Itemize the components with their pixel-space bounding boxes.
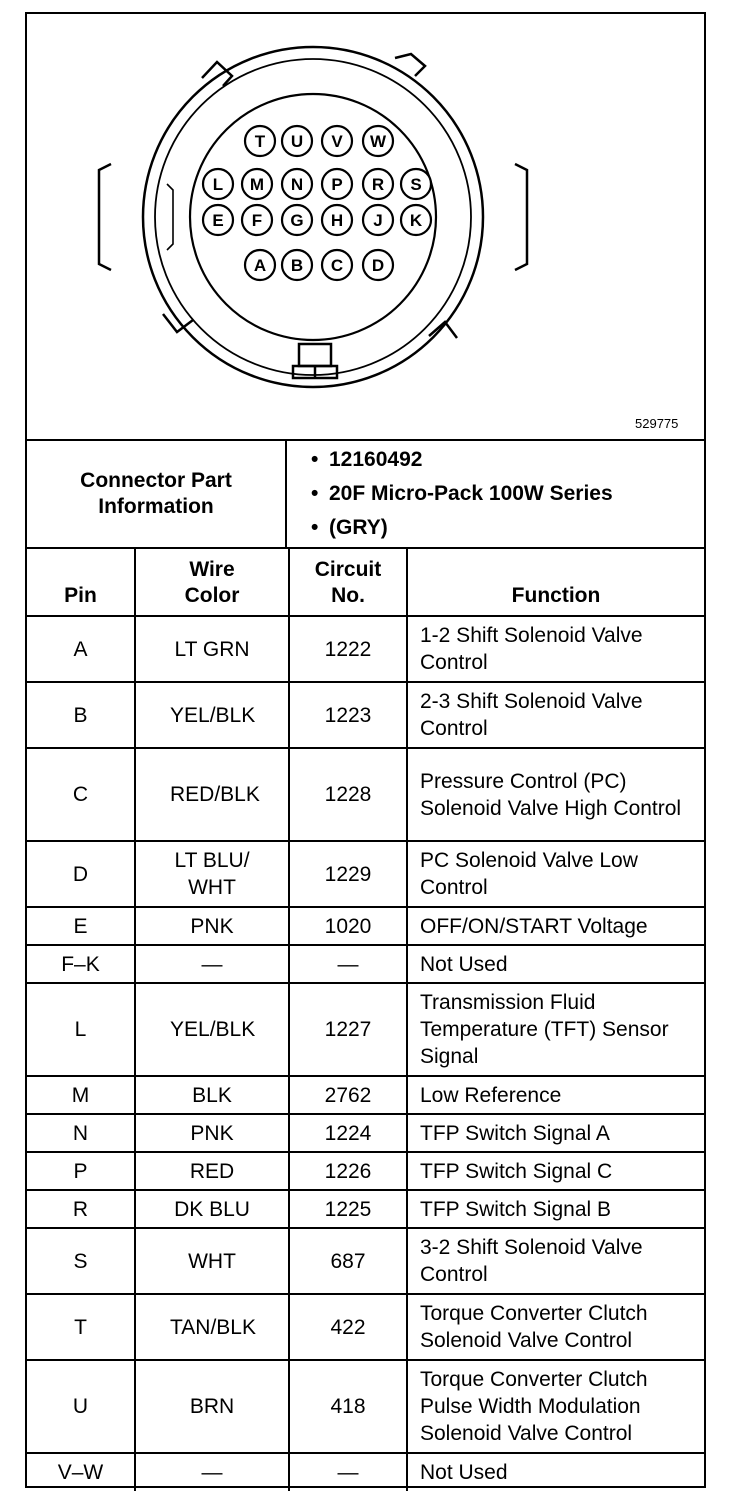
circuit-cell: 1020 [289, 907, 407, 945]
pinout-row [27, 1228, 704, 1294]
pin-column-header: Pin [27, 548, 135, 616]
cavity-label: B [290, 256, 304, 275]
pin-cell: S [27, 1228, 135, 1294]
pin-cell: B [27, 682, 135, 748]
figure-number: 529775 [635, 416, 679, 431]
cavity-label: R [371, 175, 385, 194]
function-cell: TFP Switch Signal C [407, 1152, 704, 1190]
pinout-row [27, 907, 704, 945]
pin-cell: C [27, 748, 135, 841]
pin-cell: U [27, 1360, 135, 1453]
connector-part-number: • 12160492 [287, 443, 704, 477]
function-cell: Transmission Fluid Temperature (TFT) Sensor Signal [407, 983, 704, 1076]
wire-color-cell: BRN [135, 1360, 289, 1453]
cavity-label: W [369, 132, 387, 151]
pin-cell: F–K [27, 945, 135, 983]
circuit-column-header: Circuit No. [289, 548, 407, 616]
cavity-label: H [330, 211, 344, 230]
connector-face-svg [27, 14, 704, 439]
pin-cell: M [27, 1076, 135, 1114]
pinout-row [27, 1114, 704, 1152]
connector-color: • (GRY) [287, 511, 704, 545]
pinout-row [27, 841, 704, 907]
wire-color-cell: — [135, 945, 289, 983]
circuit-cell: 1228 [289, 748, 407, 841]
wire-color-cell: PNK [135, 1114, 289, 1152]
function-cell: Low Reference [407, 1076, 704, 1114]
function-cell: OFF/ON/START Voltage [407, 907, 704, 945]
cavity-label: S [410, 175, 422, 194]
cavity-label: K [409, 211, 423, 230]
cavity-label: L [212, 175, 224, 194]
circuit-cell: 1227 [289, 983, 407, 1076]
latch-tab-upper-right [395, 54, 425, 76]
circuit-cell: 1223 [289, 682, 407, 748]
circuit-cell: 1225 [289, 1190, 407, 1228]
cavity-label: N [290, 175, 304, 194]
pin-cell: L [27, 983, 135, 1076]
pin-cell: E [27, 907, 135, 945]
function-cell: 2-3 Shift Solenoid Valve Control [407, 682, 704, 748]
pinout-row [27, 1294, 704, 1360]
circuit-cell: 422 [289, 1294, 407, 1360]
function-cell: Pressure Control (PC) Solenoid Valve High Control [407, 748, 704, 841]
circuit-cell: 1224 [289, 1114, 407, 1152]
left-side-rib [99, 164, 111, 270]
cavity-label: J [373, 211, 383, 230]
connector-face-illustration [27, 14, 704, 439]
function-cell: 1-2 Shift Solenoid Valve Control [407, 616, 704, 682]
pinout-row [27, 616, 704, 682]
wire-color-cell: RED/BLK [135, 748, 289, 841]
wire-color-cell: DK BLU [135, 1190, 289, 1228]
cavity-label: P [331, 175, 343, 194]
function-column-header: Function [407, 548, 704, 616]
circuit-cell: 418 [289, 1360, 407, 1453]
circuit-cell: — [289, 945, 407, 983]
wire-color-cell: RED [135, 1152, 289, 1190]
pinout-row [27, 748, 704, 841]
function-cell: TFP Switch Signal A [407, 1114, 704, 1152]
circuit-cell: 1222 [289, 616, 407, 682]
connector-end-view-sheet [25, 12, 706, 1488]
pinout-table [27, 547, 704, 1491]
pinout-header-row [27, 548, 704, 616]
pinout-row [27, 1076, 704, 1114]
wire-color-cell: LT BLU/ WHT [135, 841, 289, 907]
pinout-row [27, 945, 704, 983]
cavity-label: F [251, 211, 263, 230]
cavity-label: E [212, 211, 224, 230]
connector-info-list [287, 443, 704, 545]
pin-cell: A [27, 616, 135, 682]
pin-cell: N [27, 1114, 135, 1152]
cavity-label: M [249, 175, 265, 194]
function-cell: Not Used [407, 945, 704, 983]
function-cell: TFP Switch Signal B [407, 1190, 704, 1228]
connector-part-information [27, 439, 704, 549]
wire-color-cell: TAN/BLK [135, 1294, 289, 1360]
pinout-row [27, 1152, 704, 1190]
cavity-label: A [253, 256, 267, 275]
wire-color-cell: PNK [135, 907, 289, 945]
pin-cell: D [27, 841, 135, 907]
wire-color-cell: YEL/BLK [135, 983, 289, 1076]
cavity-label: T [254, 132, 266, 151]
circuit-cell: 687 [289, 1228, 407, 1294]
wire-color-cell: WHT [135, 1228, 289, 1294]
circuit-cell: 1229 [289, 841, 407, 907]
circuit-cell: 1226 [289, 1152, 407, 1190]
pin-cell: T [27, 1294, 135, 1360]
wire-color-column-header: Wire Color [135, 548, 289, 616]
function-cell: Torque Converter Clutch Pulse Width Modulation Solenoid Valve Control [407, 1360, 704, 1453]
pinout-row [27, 682, 704, 748]
circuit-cell: — [289, 1453, 407, 1491]
wire-color-cell: LT GRN [135, 616, 289, 682]
connector-outer-ring [143, 47, 483, 387]
connector-info-label: Connector Part Information [27, 441, 287, 547]
bottom-key [299, 344, 331, 366]
pin-cell: R [27, 1190, 135, 1228]
latch-tab-lower-left [163, 314, 193, 332]
function-cell: 3-2 Shift Solenoid Valve Control [407, 1228, 704, 1294]
pinout-row [27, 983, 704, 1076]
wire-color-cell: BLK [135, 1076, 289, 1114]
pinout-row [27, 1190, 704, 1228]
pinout-row [27, 1360, 704, 1453]
wire-color-cell: — [135, 1453, 289, 1491]
cavity-label: V [331, 132, 343, 151]
circuit-cell: 2762 [289, 1076, 407, 1114]
cavity-label: D [371, 256, 385, 275]
cavity-label: U [290, 132, 304, 151]
pin-cell: V–W [27, 1453, 135, 1491]
cavity-group [203, 126, 431, 280]
cavity-label: C [330, 256, 344, 275]
pin-cell: P [27, 1152, 135, 1190]
function-cell: PC Solenoid Valve Low Control [407, 841, 704, 907]
pinout-row [27, 1453, 704, 1491]
wire-color-cell: YEL/BLK [135, 682, 289, 748]
latch-tab-upper-left [202, 62, 232, 86]
function-cell: Torque Converter Clutch Solenoid Valve Control [407, 1294, 704, 1360]
right-side-rib [515, 164, 527, 270]
connector-series: • 20F Micro-Pack 100W Series [287, 477, 704, 511]
function-cell: Not Used [407, 1453, 704, 1491]
cavity-label: G [290, 211, 304, 230]
